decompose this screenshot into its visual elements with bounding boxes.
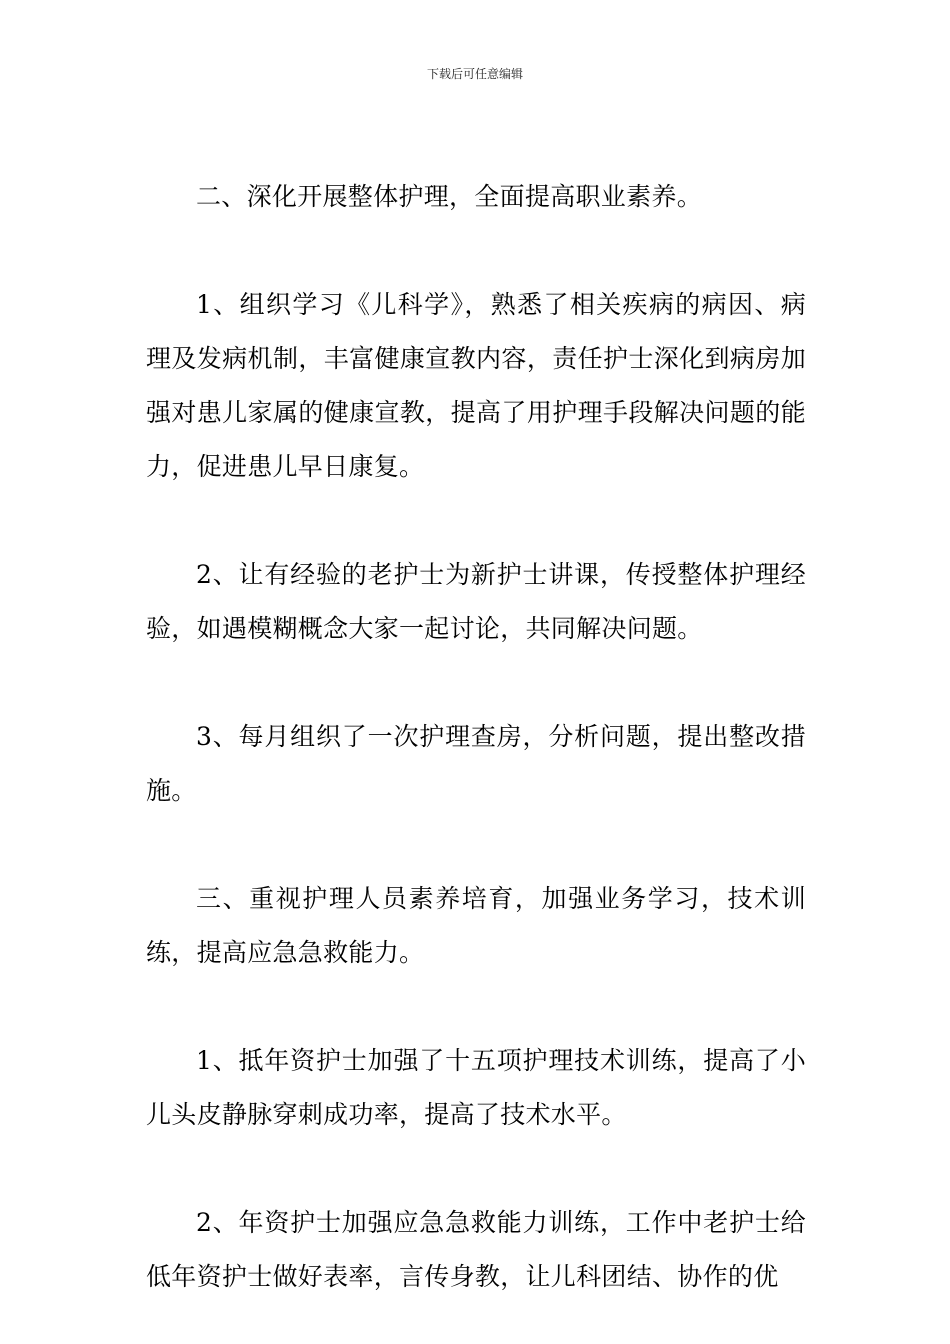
paragraph-2-2: 2、让有经验的老护士为新护士讲课，传授整体护理经验，如遇模糊概念大家一起讨论，共同解决问题。 — [146, 560, 806, 643]
header-note: 下载后可任意编辑 — [426, 67, 523, 81]
body-text — [146, 170, 806, 1304]
section-heading-2: 二、深化开展整体护理，全面提高职业素养。 — [196, 182, 703, 211]
paragraph-2-1: 1、组织学习《儿科学》，熟悉了相关疾病的病因、病理及发病机制，丰富健康宣教内容，责任护士深化到病房加强对患儿家属的健康宣教，提高了用护理手段解决问题的能力，促进患儿早日康复。 — [146, 290, 806, 481]
paragraph-3-2: 2、年资护士加强应急急救能力训练，工作中老护士给低年资护士做好表率，言传身教，让儿科团结、协作的优 — [146, 1208, 806, 1291]
section-heading-3: 三、重视护理人员素养培育，加强业务学习，技术训练，提高应急急救能力。 — [146, 884, 806, 967]
paragraph-2-3: 3、每月组织了一次护理查房，分析问题，提出整改措施。 — [146, 722, 806, 805]
paragraph-3-1: 1、抵年资护士加强了十五项护理技术训练，提高了小儿头皮静脉穿刺成功率，提高了技术水平。 — [146, 1046, 806, 1129]
